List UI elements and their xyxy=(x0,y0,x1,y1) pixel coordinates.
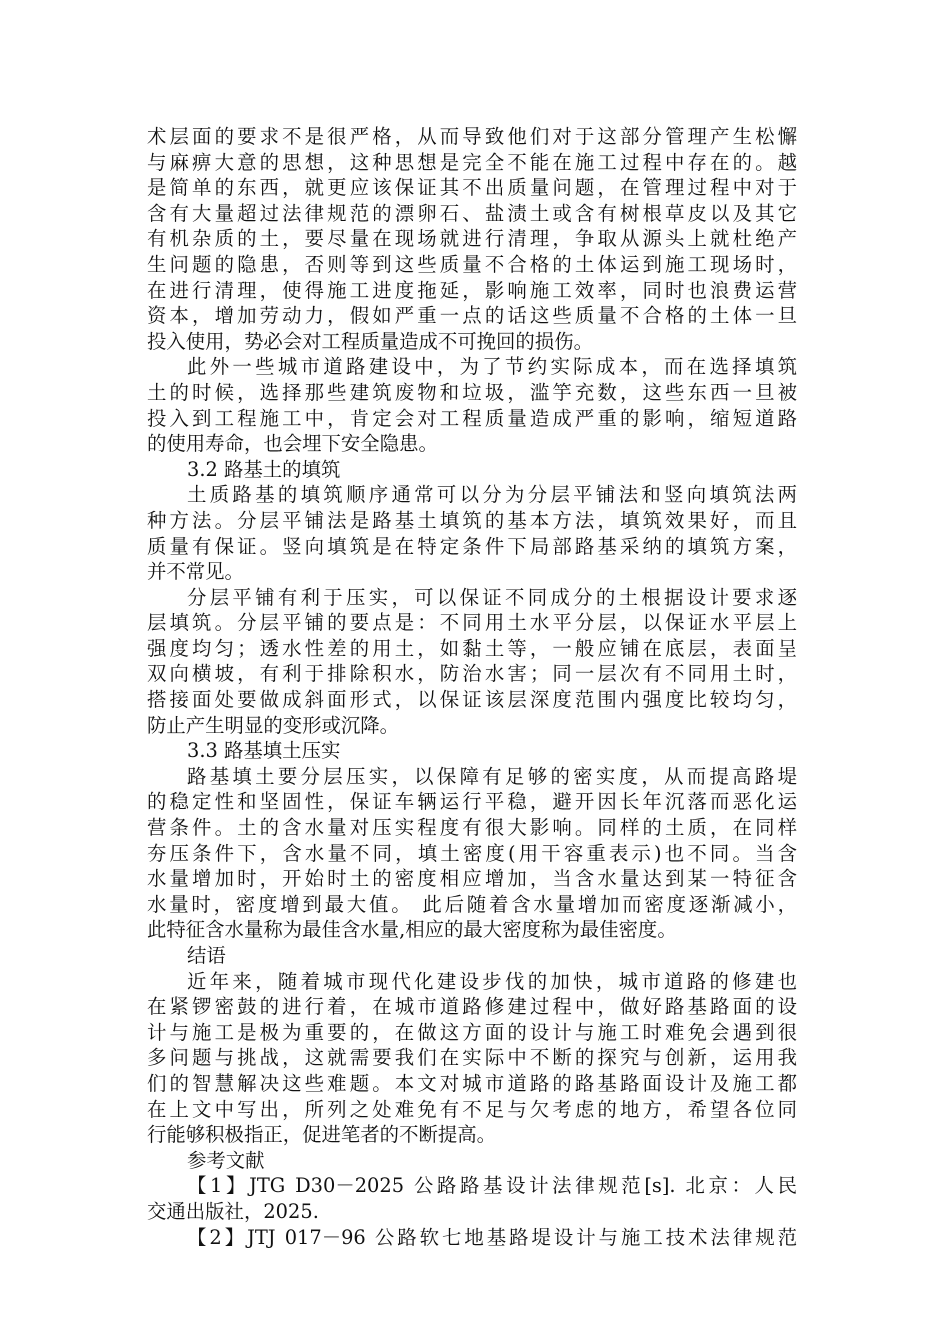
text-line: 在上文中写出，所列之处难免有不足与欠考虑的地方，希望各位同 xyxy=(147,1097,797,1121)
text-line: 双向横坡，有利于排除积水，防治水害；同一层次有不同用土时， xyxy=(147,662,797,686)
text-line: 投入到工程施工中，肯定会对工程质量造成严重的影响，缩短道路 xyxy=(147,406,797,430)
text-line: 的使用寿命，也会埋下安全隐患。 xyxy=(147,432,438,456)
text-line: 术层面的要求不是很严格，从而导致他们对于这部分管理产生松懈 xyxy=(147,125,797,148)
text-line: 多问题与挑战，这就需要我们在实际中不断的探究与创新，运用我 xyxy=(147,1046,797,1070)
text-line: 在进行清理，使得施工进度拖延，影响施工效率，同时也浪费运营 xyxy=(147,278,797,302)
text-line: 近年来，随着城市现代化建设步伐的加快，城市道路的修建也 xyxy=(187,969,797,993)
text-line: 的稳定性和坚固性，保证车辆运行平稳，避开因长年沉落而恶化运 xyxy=(147,790,797,814)
text-line: 生问题的隐患，否则等到这些质量不合格的土体运到施工现场时， xyxy=(147,252,797,276)
text-line: 们的智慧解决这些难题。本文对城市道路的路基路面设计及施工都 xyxy=(147,1071,797,1095)
text-line: 夯压条件下，含水量不同，填土密度(用干容重表示)也不同。当含 xyxy=(147,841,797,865)
text-line: 营条件。土的含水量对压实程度有很大影响。同样的土质，在同样 xyxy=(147,816,797,840)
text-line: 与麻痹大意的思想，这种思想是完全不能在施工过程中存在的。越 xyxy=(147,150,797,174)
text-line: 此特征含水量称为最佳含水量,相应的最大密度称为最佳密度。 xyxy=(147,918,677,942)
text-line: 路基填土要分层压实，以保障有足够的密实度，从而提高路堤 xyxy=(187,764,797,788)
section-heading: 3.3 路基填土压实 xyxy=(187,739,341,763)
text-line: 水量增加时，开始时土的密度相应增加，当含水量达到某一特征含 xyxy=(147,867,797,891)
text-line: 投入使用，势必会对工程质量造成不可挽回的损伤。 xyxy=(147,329,593,353)
text-line: 搭接面处要做成斜面形式，以保证该层深度范围内强度比较均匀， xyxy=(147,688,797,712)
text-line: 此外一些城市道路建设中，为了节约实际成本，而在选择填筑 xyxy=(187,355,797,379)
text-line: 行能够积极指正，促进笔者的不断提高。 xyxy=(147,1123,497,1147)
text-line: 种方法。分层平铺法是路基土填筑的基本方法，填筑效果好，而且 xyxy=(147,508,797,532)
text-line: 计与施工是极为重要的，在做这方面的设计与施工时难免会遇到很 xyxy=(147,1020,797,1044)
section-heading: 结语 xyxy=(187,944,226,967)
text-line: 含有大量超过法律规范的漂卵石、盐渍土或含有树根草皮以及其它 xyxy=(147,201,797,225)
text-line: 在紧锣密鼓的进行着，在城市道路修建过程中，做好路基路面的设 xyxy=(147,995,797,1019)
text-line: 分层平铺有利于压实，可以保证不同成分的土根据设计要求逐 xyxy=(187,585,797,609)
text-line: 【2】JTJ 017－96 公路软七地基路堤设计与施工技术法律规范 xyxy=(187,1225,797,1249)
text-line: 水量时，密度增到最大值。 此后随着含水量增加而密度逐渐减小， xyxy=(147,892,797,916)
text-line: 层填筑。分层平铺的要点是：不同用土水平分层，以保证水平层上 xyxy=(147,611,797,635)
text-line: 并不常见。 xyxy=(147,560,244,584)
text-line: 资本，增加劳动力，假如严重一点的话这些质量不合格的土体一旦 xyxy=(147,304,797,328)
text-line: 土的时候，选择那些建筑废物和垃圾，滥竽充数，这些东西一旦被 xyxy=(147,380,797,404)
text-line: 防止产生明显的变形或沉降。 xyxy=(147,713,400,737)
text-line: 【1】JTG D30－2025 公路路基设计法律规范[s]. 北京：人民 xyxy=(187,1174,797,1198)
text-line: 强度均匀；透水性差的用土，如黏土等，一般应铺在底层，表面呈 xyxy=(147,636,797,660)
text-line: 交通出版社，2025. xyxy=(147,1199,319,1223)
section-heading: 3.2 路基土的填筑 xyxy=(187,457,341,481)
document-body xyxy=(147,124,797,1250)
text-line: 是简单的东西，就更应该保证其不出质量问题，在管理过程中对于 xyxy=(147,176,797,200)
text-line: 土质路基的填筑顺序通常可以分为分层平铺法和竖向填筑法两 xyxy=(187,483,797,507)
text-line: 有机杂质的土，要尽量在现场就进行清理，争取从源头上就杜绝产 xyxy=(147,227,797,251)
text-line: 质量有保证。竖向填筑是在特定条件下局部路基采纳的填筑方案， xyxy=(147,534,797,558)
section-heading: 参考文献 xyxy=(187,1148,265,1172)
